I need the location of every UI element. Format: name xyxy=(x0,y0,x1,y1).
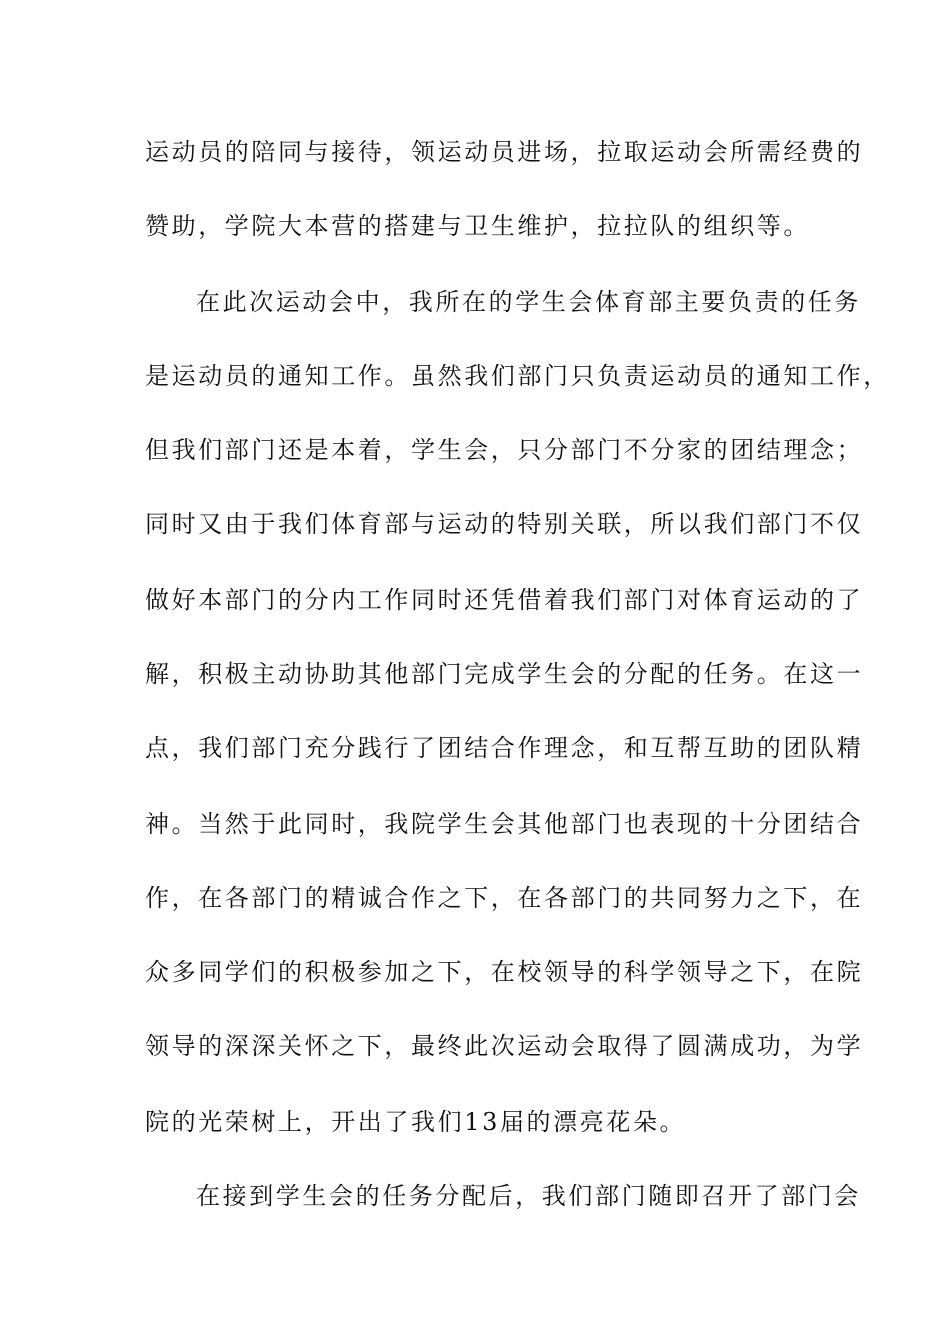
paragraph-line: 作，在各部门的精诚合作之下，在各部门的共同努力之下，在 xyxy=(145,884,864,912)
paragraph-line: 点，我们部门充分践行了团结合作理念，和互帮互助的团队精 xyxy=(145,734,864,762)
paragraph-line: 众多同学们的积极参加之下，在校领导的科学领导之下，在院 xyxy=(145,958,864,986)
paragraph-line: 但我们部门还是本着，学生会，只分部门不分家的团结理念； xyxy=(145,436,864,464)
paragraph-line: 院的光荣树上，开出了我们13届的漂亮花朵。 xyxy=(145,1108,687,1136)
paragraph-line: 同时又由于我们体育部与运动的特别关联，所以我们部门不仅 xyxy=(145,510,864,538)
paragraph-line: 运动员的陪同与接待，领运动员进场，拉取运动会所需经费的 xyxy=(145,138,864,166)
paragraph-line: 在此次运动会中，我所在的学生会体育部主要负责的任务 xyxy=(196,288,861,316)
paragraph-line: 领导的深深关怀之下，最终此次运动会取得了圆满成功，为学 xyxy=(145,1032,864,1060)
paragraph-line: 赞助，学院大本营的搭建与卫生维护，拉拉队的组织等。 xyxy=(145,212,810,240)
paragraph-line: 解，积极主动协助其他部门完成学生会的分配的任务。在这一 xyxy=(145,660,864,688)
paragraph-line: 神。当然于此同时，我院学生会其他部门也表现的十分团结合 xyxy=(145,810,864,838)
paragraph-line: 是运动员的通知工作。虽然我们部门只负责运动员的通知工作， xyxy=(145,362,890,390)
paragraph-line: 做好本部门的分内工作同时还凭借着我们部门对体育运动的了 xyxy=(145,586,864,614)
paragraph-line: 在接到学生会的任务分配后，我们部门随即召开了部门会 xyxy=(196,1182,861,1210)
